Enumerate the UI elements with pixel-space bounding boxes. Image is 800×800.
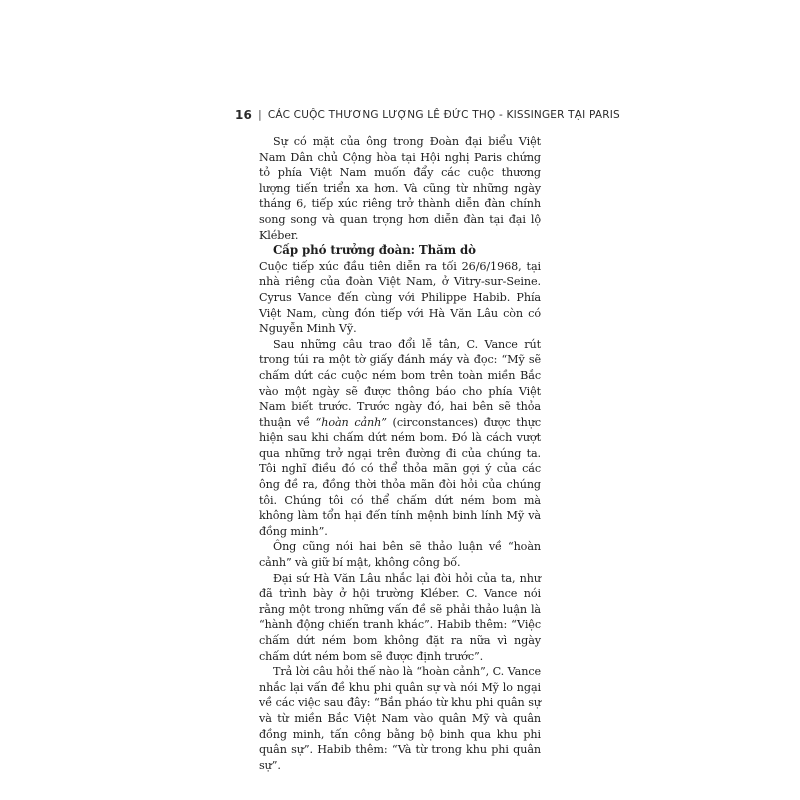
running-title: CÁC CUỘC THƯƠNG LƯỢNG LÊ ĐỨC THỌ - KISSINGER TẠI PARIS [267,109,620,121]
paragraph-3 [259,337,541,540]
page-body [259,134,541,773]
paragraph-3-text-b: (circonstances) được thực hiện sau khi chấm dứt ném bom. Đó là cách vượt qua những trở ngại trên đường đi của chúng ta. Tôi nghĩ điều đó có thể thỏa mãn gợi ý của các ông đề ra, đồng thời thỏa mãn đòi hỏi của chúng tôi. Chúng tôi có thể chấm dứt ném bom mà không làm tổn hại đến tính mệnh binh lính Mỹ và đồng minh”. [259,415,541,538]
paragraph-3-term: “hoàn cảnh” [315,415,387,429]
paragraph-3-text-a: Sau những câu trao đổi lễ tân, C. Vance rút trong túi ra một tờ giấy đánh máy và đọc: “Mỹ sẽ chấm dứt các cuộc ném bom trên toàn miền Bắc vào một ngày sẽ được thông báo cho phía Việt Nam biết trước. Trước ngày đó, hai bên sẽ thỏa thuận về [259,337,541,429]
header-separator: | [258,109,262,121]
paragraph-1: Sự có mặt của ông trong Đoàn đại biểu Việt Nam Dân chủ Cộng hòa tại Hội nghị Paris chứng tỏ phía Việt Nam muốn đẩy các cuộc thương lượng tiến triển xa hơn. Và cũng từ những ngày tháng 6, tiếp xúc riêng trở thành diễn đàn chính song song và quan trọng hơn diễn đàn tại đại lộ Kléber. [259,135,541,242]
paragraph-4: Ông cũng nói hai bên sẽ thảo luận về “hoàn cảnh” và giữ bí mật, không công bố. [259,540,541,570]
section-heading: Cấp phó trưởng đoàn: Thăm dò [273,243,476,258]
paragraph-2: Cuộc tiếp xúc đầu tiên diễn ra tối 26/6/1968, tại nhà riêng của đoàn Việt Nam, ở Vitry-sur-Seine. Cyrus Vance đến cùng với Philippe Habib. Phía Việt Nam, cùng đón tiếp với Hà Văn Lâu còn có Nguyễn Minh Vỹ. [259,259,541,336]
page-number: 16 [235,108,253,122]
paragraph-5: Đại sứ Hà Văn Lâu nhắc lại đòi hỏi của ta, như đã trình bày ở hội trường Kléber. C. Vance nói rằng một trong những vấn đề sẽ phải thảo luận là “hành động chiến tranh khác”. Habib thêm: “Việc chấm dứt ném bom không đặt ra nữa vì ngày chấm dứt ném bom sẽ được định trước”. [259,571,541,663]
paragraph-6: Trả lời câu hỏi thế nào là “hoàn cảnh”, C. Vance nhắc lại vấn đề khu phi quân sự và nói Mỹ lo ngại về các việc sau đây: “Bắn pháo từ khu phi quân sự và từ miền Bắc Việt Nam vào quân Mỹ và quân đồng minh, tấn công bằng bộ binh qua khu phi quân sự”. Habib thêm: “Và từ trong khu phi quân sự”. [259,665,541,772]
running-header [235,108,620,122]
